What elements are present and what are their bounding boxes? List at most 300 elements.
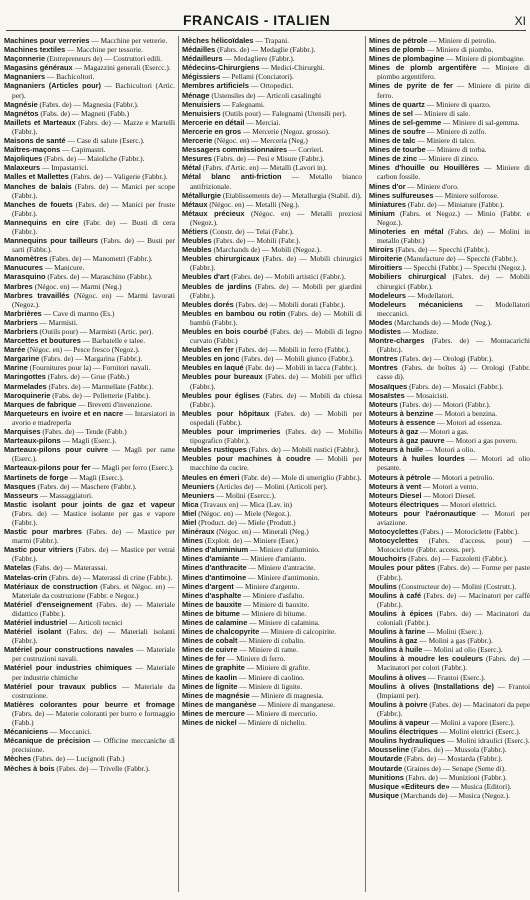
entry-translation: — Trapani.	[255, 36, 290, 45]
dictionary-entry	[4, 736, 175, 754]
dictionary-entry	[369, 754, 530, 763]
entry-term: Mines	[182, 536, 203, 546]
dictionary-entry	[369, 700, 530, 718]
entry-term: Meubles	[182, 236, 212, 246]
entry-translation: (Fabrs. de) — Medaglie (Fabbr.).	[217, 45, 316, 55]
entry-term: Matelas	[4, 563, 32, 573]
entry-term: Meubles en bambou ou rotin	[182, 308, 286, 318]
dictionary-entry	[4, 200, 175, 218]
entry-term: Membres artificiels	[182, 81, 249, 91]
dictionary-entry	[369, 764, 530, 773]
entry-term: Matériel d'enseignement	[4, 599, 93, 609]
entry-term: Mines d'houille ou Houillères	[369, 163, 480, 173]
entry-term: Marbrières	[4, 308, 42, 318]
entry-term: Moules pour pâtes	[369, 563, 436, 573]
entry-term: Meubles	[182, 245, 212, 255]
entry-translation: — Miniere di bitume.	[241, 608, 307, 618]
entry-translation: (Outils pour) — Falegnami (Utensili per).	[222, 108, 347, 118]
entry-term: Mines de mercure	[182, 708, 245, 718]
entry-translation: (Fabrs. de) — Munizioni (Fabbr.).	[405, 772, 507, 782]
dictionary-entry	[182, 391, 362, 409]
entry-translation: (Exploit. de) — Miniere (Eser.)	[204, 536, 298, 546]
dictionary-entry	[4, 482, 175, 491]
entry-term: Modeleurs mécaniciens	[369, 299, 463, 309]
entry-term: Moteurs à pétrole	[369, 472, 431, 482]
entry-term: Métiers	[182, 226, 208, 236]
dictionary-entry	[182, 573, 362, 582]
entry-translation: — Officine meccaniche di precisione.	[12, 736, 175, 755]
dictionary-entry	[182, 200, 362, 209]
dictionary-entry	[182, 154, 362, 163]
dictionary-entry	[4, 764, 175, 773]
entry-translation: (Fabs. de) — Magneti (Fabb.)	[40, 108, 130, 118]
entry-translation: — Motori a gas.	[420, 427, 469, 437]
entry-term: Mines d'anthracite	[182, 563, 247, 573]
dictionary-entry	[369, 482, 530, 491]
entry-term: Moulins à poivre	[369, 699, 428, 709]
entry-translation: — Materiale per industrie chimiche	[12, 663, 175, 682]
entry-translation: — Manicure.	[44, 263, 85, 273]
entry-translation: — Mobili per macchine da cucire.	[190, 454, 362, 473]
entry-translation: — Miniere di ferro.	[226, 654, 286, 664]
entry-term: Moteurs à huiles lourdes	[369, 454, 465, 464]
entry-term: Mines d'argent	[182, 581, 234, 591]
entry-translation: (Fabrs. de) — Maraschino (Fabbr.).	[47, 272, 153, 282]
entry-translation: — Mercerie (Negoz. grosso).	[243, 126, 330, 136]
dictionary-entry	[4, 172, 175, 181]
entry-translation: (Fabr. de) — Miniature (Fabbr.).	[407, 199, 505, 209]
entry-translation: — Miniere d'alluminio.	[250, 545, 320, 555]
dictionary-entry	[4, 545, 175, 563]
entry-term: Majoliques	[4, 154, 43, 164]
entry-translation: (Négoc. en) — Metalli preziosi (Negoz.).	[190, 208, 362, 227]
entry-translation: — Modellatori meccanici.	[377, 299, 530, 318]
entry-term: Magnaniers (Articles pour)	[4, 81, 101, 91]
entry-term: Musique «Editeurs de»	[369, 781, 450, 791]
entry-translation: — Miniere di calcopirite.	[261, 627, 337, 637]
entry-translation: — Molini (Eserc.).	[427, 627, 484, 637]
entry-translation: — Molini a gas (Fabbr.).	[419, 636, 493, 646]
entry-term: Meubles d'art	[182, 272, 230, 282]
entry-translation: — Musica (Editori).	[451, 781, 512, 791]
dictionary-entry	[369, 336, 530, 354]
entry-term: Métaux	[182, 199, 208, 209]
entry-translation: (Articles de) — Molini (Articoli per).	[216, 481, 328, 491]
entry-term: Marasquino	[4, 272, 46, 282]
entry-term: Messagers commissionnaires	[182, 145, 288, 155]
dictionary-entry	[369, 591, 530, 609]
entry-translation: — Mosaicisti.	[406, 390, 449, 400]
entry-term: Mouchoirs	[369, 554, 407, 564]
entry-term: Munitions	[369, 772, 404, 782]
dictionary-entry	[182, 300, 362, 309]
dictionary-entry	[4, 254, 175, 263]
dictionary-entry	[4, 72, 175, 81]
entry-term: Maisons de santé	[4, 136, 66, 146]
entry-term: Manches de balais	[4, 181, 72, 191]
dictionary-entry	[369, 318, 530, 327]
entry-translation: — Magazzini generali (Esercc.).	[74, 63, 171, 73]
entry-term: Manomètres	[4, 254, 48, 264]
entry-term: Montres	[369, 354, 398, 364]
dictionary-entry	[369, 654, 530, 672]
entry-term: Mines sulfureuses	[369, 190, 434, 200]
dictionary-entry	[4, 382, 175, 391]
entry-term: Mines de sel-gemme	[369, 117, 442, 127]
entry-term: Moulins à moudre les couleurs	[369, 654, 483, 664]
entry-translation: — Miniere di quarzo.	[426, 99, 491, 109]
entry-term: Mines d'aluminium	[182, 545, 249, 555]
dictionary-entry	[182, 673, 362, 682]
entry-translation: — Molini idraulici (Eserc.).	[446, 736, 530, 746]
dictionary-entry	[369, 582, 530, 591]
entry-translation: — Frantoi (Eserc.).	[427, 672, 486, 682]
entry-term: Mines de plomb	[369, 45, 425, 55]
dictionary-entry	[182, 245, 362, 254]
entry-term: Mégissiers	[182, 72, 221, 82]
entry-translation: — Miniere di torba.	[427, 145, 487, 155]
dictionary-entry	[4, 445, 175, 463]
entry-term: Marbres	[4, 281, 33, 291]
entry-translation: — Miniere d'antimonio.	[248, 572, 320, 582]
entry-term: Moulins à vapeur	[369, 718, 430, 728]
entry-term: Modes	[369, 317, 393, 327]
entry-translation: — Molini a vapore (Eserc.).	[431, 718, 515, 728]
entry-term: Malles et Mallettes	[4, 172, 69, 182]
entry-translation: (Fabrs. de) — Mastice isolante per gas e vapore (Fabbr.).	[12, 508, 175, 527]
entry-translation: — Motori ad olio pesante.	[377, 454, 530, 473]
entry-term: Moteurs Diesel	[369, 490, 422, 500]
entry-translation: (Fournitures pour la) — Fornitori navali.	[29, 363, 151, 373]
entry-term: Mines de zinc	[369, 154, 418, 164]
dictionary-entry	[4, 427, 175, 436]
dictionary-entry	[369, 354, 530, 363]
entry-translation: (Fabrs. de) — Macinatori da coloniali (Fabbr.).	[377, 608, 530, 627]
dictionary-entry	[369, 163, 530, 181]
dictionary-entry	[4, 527, 175, 545]
dictionary-entry	[369, 145, 530, 154]
entry-translation: (Fabrs. de) — Molini in metallo (Fabbr.)	[377, 226, 530, 246]
dictionary-entry	[369, 536, 530, 554]
dictionary-entry	[182, 282, 362, 300]
column-divider	[365, 36, 366, 892]
entry-term: Mines de plomb argentifère	[369, 63, 477, 73]
entry-term: Moteurs à vent	[369, 481, 422, 491]
dictionary-entry	[4, 473, 175, 482]
entry-translation: (Ustensiles de) — Articoli casalinghi	[211, 90, 321, 100]
dictionary-entry	[4, 500, 175, 527]
entry-term: Mines de chalcopyrite	[182, 627, 260, 637]
dictionary-entry	[182, 636, 362, 645]
dictionary-entry	[182, 91, 362, 100]
entry-translation: — Capimastri.	[62, 145, 106, 155]
entry-term: Minéraux	[182, 527, 215, 537]
entry-term: Mobiliers chirurgical	[369, 272, 447, 282]
column-divider	[178, 36, 179, 892]
entry-translation: (Fabrs. de) — Mobili da chiesa (Fabbr.).	[190, 390, 362, 409]
entry-term: Matériel pour constructions navales	[4, 645, 134, 655]
entry-term: Moteurs à benzine	[369, 408, 434, 418]
dictionary-entry	[4, 36, 175, 45]
entry-translation: — Specchi (Fabbr.) — Specchi (Negoz.).	[404, 263, 527, 273]
dictionary-entry	[369, 209, 530, 227]
entry-term: Moulins hydrauliques	[369, 736, 445, 746]
dictionary-entry	[182, 691, 362, 700]
dictionary-entry	[182, 582, 362, 591]
entry-translation: (Fabr. de) — Mobili in lacca (Fabbr.).	[245, 363, 358, 373]
entry-term: Moulins	[369, 581, 397, 591]
dictionary-entry	[182, 81, 362, 90]
dictionary-entry	[182, 254, 362, 272]
entry-translation: — Bachicultori (Artic. per).	[12, 81, 175, 100]
entry-term: Marteaux-pilons pour fer	[4, 463, 91, 473]
entry-translation: (Fabrs. de) — Fazzoletti (Fabbr.).	[408, 554, 508, 564]
entry-term: Machines textiles	[4, 45, 66, 55]
entry-translation: (Etablissements de) — Metallurgia (Stabil. di).	[222, 190, 362, 200]
entry-translation: — Magli per ferro (Eserc.).	[92, 463, 174, 473]
entry-translation: — Miniere di grafite.	[246, 663, 310, 673]
entry-term: Meubles rustiques	[182, 445, 247, 455]
entry-term: Magnésie	[4, 99, 38, 109]
entry-term: Matériaux de construction	[4, 581, 98, 591]
dictionary-entry	[4, 154, 175, 163]
entry-translation: (Fabrs. de) — Materie coloranti per burro e formaggio (Fabb.)	[12, 708, 175, 728]
entry-translation: (Marchands de) — Musica (Negoz.).	[400, 790, 511, 800]
entry-translation: — Massaggiatori.	[39, 490, 93, 500]
entry-translation: (Constructeur de) — Molini (Costrutt.).	[398, 581, 517, 591]
entry-translation: (Fabrs. de) — Macinatori per colori (Fabbr.).	[377, 654, 530, 673]
entry-term: Mines de plombagine	[369, 54, 445, 64]
entry-term: Moulins électriques	[369, 727, 438, 737]
dictionary-entry	[182, 236, 362, 245]
dictionary-entry	[182, 591, 362, 600]
dictionary-entry	[369, 263, 530, 272]
dictionary-entry	[369, 718, 530, 727]
entry-term: Minoteries en métal	[369, 226, 444, 236]
entry-translation: — Magli (Eserc.).	[69, 472, 124, 482]
entry-translation: (Fabrs. de) — Mobili di legno curvato (Fabbr.)	[190, 327, 362, 346]
entry-term: Métallurgie	[182, 190, 222, 200]
dictionary-entry	[182, 309, 362, 327]
dictionary-entry	[369, 136, 530, 145]
entry-translation: — Macchine per tessorie.	[67, 45, 144, 55]
entry-term: Meubles de jardins	[182, 281, 252, 291]
entry-translation: (Entrepreneurs de) — Costruttori edili.	[46, 54, 163, 64]
entry-term: Mastic pour marbres	[4, 527, 83, 537]
entry-translation: (Graines de) — Senape (Seme di).	[404, 763, 506, 773]
dictionary-entry	[4, 600, 175, 618]
entry-translation: (Négoc. en) — Marmi lavorati (Negoz.).	[12, 290, 175, 309]
entry-term: Moteurs à huile	[369, 445, 424, 455]
entry-term: Moteurs à gaz	[369, 427, 419, 437]
entry-translation: (Fabrs. de) — Manometri (Fabbr.).	[49, 254, 153, 264]
dictionary-entry	[369, 54, 530, 63]
entry-translation: (Fabrs. de) — Mobilio tipografico (Fabbr.).	[190, 427, 362, 446]
entry-translation: — Miniere d'amianto.	[241, 554, 307, 564]
dictionary-entry	[369, 527, 530, 536]
entry-translation: — Motori a petrolio.	[432, 472, 495, 482]
dictionary-entry	[4, 118, 175, 136]
header-rule	[6, 30, 526, 31]
dictionary-entry	[4, 682, 175, 700]
entry-translation: — Miniere di manganese.	[258, 699, 335, 709]
entry-term: Montres	[369, 363, 398, 373]
entry-term: Miroitiers	[369, 263, 403, 273]
dictionary-entry	[182, 227, 362, 236]
dictionary-entry	[182, 473, 362, 482]
dictionary-entry	[4, 627, 175, 645]
dictionary-entry	[369, 100, 530, 109]
entry-term: Miel	[182, 508, 197, 518]
entry-translation: — Merciai.	[246, 117, 281, 127]
entry-term: Moutarde	[369, 763, 403, 773]
entry-term: Meubles pour églises	[182, 390, 260, 400]
dictionary-entry	[182, 682, 362, 691]
entry-translation: (Fabrs. de) — Mobili chirurgici (Fabbr.).	[190, 254, 362, 273]
dictionary-entry	[4, 182, 175, 200]
entry-translation: — Medagliere (Fabbr.).	[224, 54, 295, 64]
entry-term: Mosaïques	[369, 381, 408, 391]
entry-term: Moteurs pour l'aéronautique	[369, 508, 476, 518]
entry-translation: (Négoc. en) — Miele (Negoz.).	[198, 508, 292, 518]
entry-translation: (Fabrs. de) — Materassi di crine (Fabbr.).	[49, 572, 173, 582]
dictionary-entry	[369, 118, 530, 127]
entry-translation: — Miniere di sal-gemma.	[443, 117, 520, 127]
entry-term: Meubles en fer	[182, 345, 234, 355]
dictionary-entry	[369, 491, 530, 500]
dictionary-entry	[4, 272, 175, 281]
entry-translation: (Négoc. en) — Metalli (Neg.).	[209, 199, 300, 209]
dictionary-entry	[182, 500, 362, 509]
entry-translation: (Fabrs. de) — Manici per fruste (Fabbr.).	[12, 199, 175, 218]
dictionary-entry	[369, 63, 530, 81]
entry-term: Mercerie en détail	[182, 117, 245, 127]
dictionary-entry	[369, 363, 530, 381]
dictionary-entry	[369, 291, 530, 300]
dictionary-entry	[369, 427, 530, 436]
entry-term: Meubles en laqué	[182, 363, 244, 373]
entry-translation: (Fabrs. de) — Margarina (Fabbr.).	[41, 354, 143, 364]
entry-term: Maillets et Marteaux	[4, 117, 76, 127]
dictionary-entry	[182, 491, 362, 500]
entry-translation: (Fabrs. de) — Valigerie (Fabbr.).	[70, 172, 168, 182]
entry-term: Métal	[182, 163, 201, 173]
entry-term: Matériel pour travaux publics	[4, 681, 117, 691]
entry-term: Marée	[4, 345, 26, 355]
dictionary-entry	[369, 609, 530, 627]
dictionary-entry	[4, 236, 175, 254]
dictionary-entry	[182, 100, 362, 109]
dictionary-entry	[4, 54, 175, 63]
dictionary-entry	[182, 527, 362, 536]
dictionary-entry	[182, 482, 362, 491]
entry-translation: — Magli (Eserc.).	[62, 436, 117, 446]
entry-term: Matériel industriel	[4, 618, 68, 627]
entry-term: Malaxeurs	[4, 163, 41, 173]
entry-translation: (Fabrs. de) — Mazze e Martelli (Fabbr.).	[12, 117, 175, 136]
entry-term: Miel	[182, 517, 197, 527]
dictionary-entry	[369, 745, 530, 754]
entry-translation: (Fabrs. de) — Mobili di bambù (Fabbr.).	[190, 308, 362, 327]
entry-translation: (Marchands de) — Mode (Neg.).	[394, 317, 492, 327]
entry-translation: — Miniere d'asfalto.	[243, 590, 305, 600]
entry-term: Mines de calamine	[182, 618, 248, 627]
entry-translation: (Fabrs.) — Motociclette (Fabbr.).	[420, 527, 520, 537]
entry-translation: — Miniere di talco.	[417, 136, 476, 146]
dictionary-entry	[182, 618, 362, 627]
entry-term: Mines d'or	[369, 181, 406, 191]
entry-term: Marteaux-pilons	[4, 436, 61, 446]
entry-translation: (Fabrs. de) — Mosaici (Fabbr.).	[409, 381, 504, 391]
dictionary-entry	[4, 163, 175, 172]
entry-translation: — Pellami (Conciatori).	[222, 72, 294, 82]
entry-translation: — Motori a olio.	[425, 445, 476, 455]
entry-translation: — Miniere d'antracite.	[248, 563, 316, 573]
entry-term: Manucures	[4, 263, 44, 273]
entry-translation: (Marchands de) — Mobili (Negoz.).	[213, 245, 321, 255]
dictionary-entry	[182, 427, 362, 445]
dictionary-entry	[369, 382, 530, 391]
dictionary-entry	[182, 409, 362, 427]
entry-term: Ménage	[182, 90, 210, 100]
entry-translation: — Barbatelle e talee.	[82, 336, 146, 346]
entry-term: Moulins à gaz	[369, 636, 418, 646]
dictionary-entry	[182, 54, 362, 63]
entry-translation: (Fabs. de) — Materassai.	[32, 563, 108, 573]
entry-term: Mèches hélicoïdales	[182, 36, 254, 45]
entry-translation: — Intarsiatori in avorio e madreperla	[12, 408, 175, 427]
entry-term: Mica	[182, 499, 199, 509]
dictionary-entry	[369, 36, 530, 45]
entry-translation: (Fabrs. de) — Mobili (Fabr.).	[213, 236, 301, 246]
entry-translation: — Miniere di piombo argentifero.	[377, 63, 530, 82]
entry-translation: (Fabrs. de) — Maschere (Fabbr.).	[37, 481, 137, 491]
dictionary-entry	[4, 363, 175, 372]
entry-term: Moutarde	[369, 754, 403, 764]
entry-term: Matériel pour industries chimiques	[4, 663, 132, 673]
dictionary-entry	[369, 400, 530, 409]
entry-translation: — Molini elettrici (Eserc.).	[439, 727, 521, 737]
dictionary-entry	[369, 673, 530, 682]
dictionary-entry	[182, 627, 362, 636]
entry-translation: (Fabrs. de) — Mobili per ospedali (Fabbr.).	[190, 408, 362, 427]
dictionary-entry	[369, 554, 530, 563]
dictionary-entry	[4, 318, 175, 327]
dictionary-entry	[182, 372, 362, 390]
entry-term: Maroquinerie	[4, 390, 51, 400]
dictionary-entry	[4, 391, 175, 400]
entry-term: Mines de manganèse	[182, 699, 257, 709]
dictionary-entry	[182, 609, 362, 618]
dictionary-entry	[182, 118, 362, 127]
dictionary-entry	[369, 791, 530, 800]
entry-term: Mines de magnésie	[182, 690, 250, 700]
dictionary-entry	[369, 409, 530, 418]
column-1	[4, 36, 175, 892]
dictionary-entry	[4, 354, 175, 363]
dictionary-entry	[369, 645, 530, 654]
entry-term: Masseurs	[4, 490, 39, 500]
entry-translation: (Fabrs. de) — Maioliche (Fabbr.).	[44, 154, 145, 164]
dictionary-entry	[369, 254, 530, 263]
entry-term: Machines pour verreries	[4, 36, 90, 45]
dictionary-entry	[369, 391, 530, 400]
entry-translation: — Miniere di calamina.	[249, 618, 320, 627]
entry-translation: (Fabs. de) — Pelletterie (Fabbr.).	[52, 390, 151, 400]
dictionary-entry	[4, 491, 175, 500]
entry-term: Masques	[4, 481, 36, 491]
entry-term: Médecins-Chirurgiens	[182, 63, 260, 73]
